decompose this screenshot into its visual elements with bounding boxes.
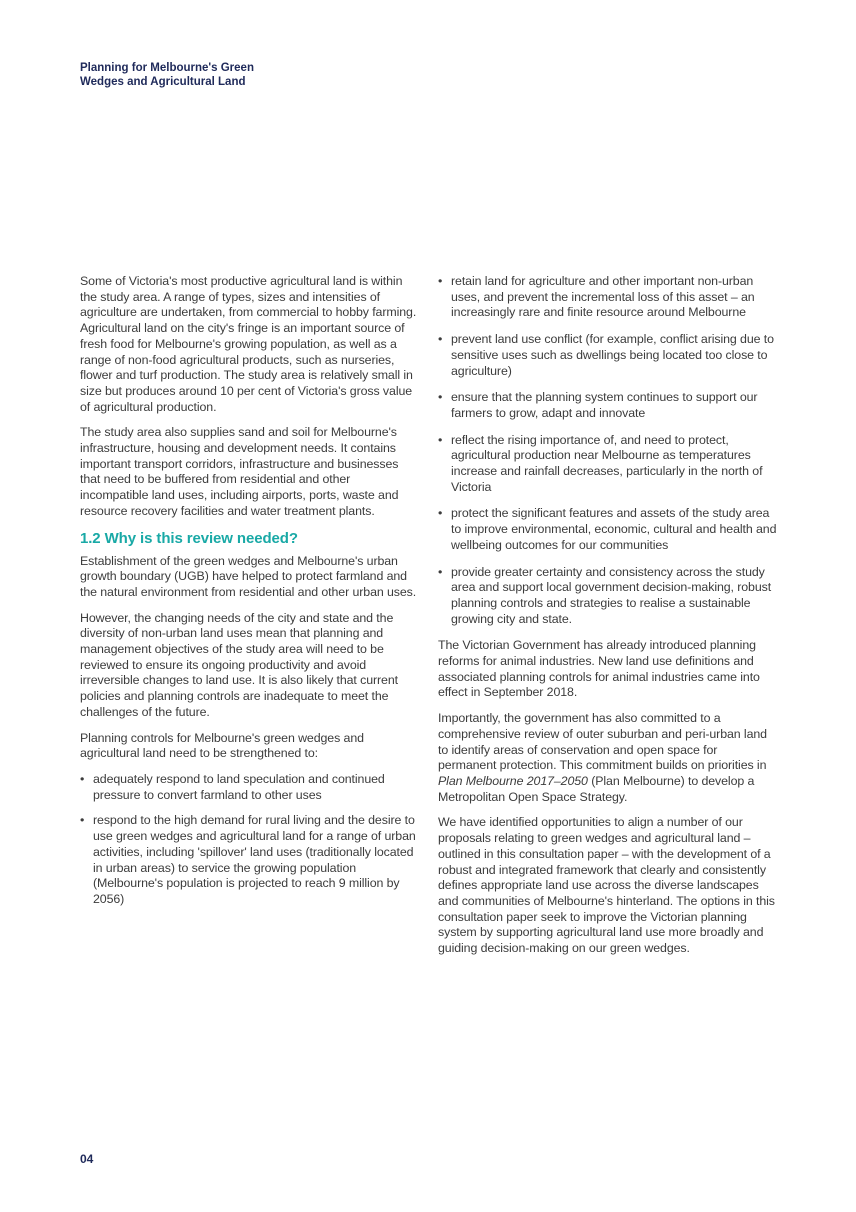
paragraph-agricultural-land: Some of Victoria's most productive agricultural land is within the study area. A range of types, sizes and intensities of agriculture are undertaken, from commercial to hobby farming. Agricultural land on the city's fringe is an important source of fresh food for Melbourne's growing population, as well as a range of non-food agricultural products, such as nurseries, flower and turf production. The study area is relatively small in size but produces around 10 per cent of Victoria's gross value of agricultural production.: [80, 274, 417, 414]
bullet-dot-icon: •: [438, 390, 443, 405]
paragraph-animal-industries: The Victorian Government has already introduced planning reforms for animal industries. New land use definitions and associated planning controls for animal industries came into effect in September 2018.: [438, 638, 760, 700]
document-header: [80, 61, 254, 89]
right-column: [438, 274, 778, 967]
paragraph-establishment: Establishment of the green wedges and Melbourne's urban growth boundary (UGB) have helped to protect farmland and the natural environment from residential and other urban uses.: [80, 553, 417, 599]
section-heading: 1.2 Why is this review needed?: [80, 529, 298, 547]
list-item: • retain land for agriculture and other important non-urban uses, and prevent the incremental loss of this asset – an increasingly rare and finite resource around Melbourne: [438, 274, 755, 320]
paragraph-opportunities: We have identified opportunities to align a number of our proposals relating to green wedges and agricultural land – outlined in this consultation paper – with the development of a robust and integrated framework that clearly and consistently defines appropriate land use across the diverse landscapes and communities of Melbourne's hinterland. The options in this consultation paper seek to improve the Victorian planning system by supporting agricultural land use more broadly and guiding decision-making on our green wedges.: [438, 815, 775, 956]
left-column: [80, 274, 420, 918]
bullet-dot-icon: •: [438, 332, 443, 347]
list-item: • prevent land use conflict (for example, conflict arising due to sensitive uses such as dwellings being located too close to agriculture): [438, 332, 774, 378]
bullet-dot-icon: •: [80, 771, 85, 786]
bullet-dot-icon: •: [438, 274, 443, 288]
page-number: 04: [80, 1152, 94, 1166]
bullet-dot-icon: •: [438, 506, 443, 521]
paragraph-sand-and-soil: The study area also supplies sand and soil for Melbourne's infrastructure, housing and development needs. It contains important transport corridors, infrastructure and businesses that need to be buffered from residential and other incompatible land uses, including airports, ports, waste and resource recovery facilities and water treatment plants.: [80, 425, 399, 518]
paragraph-planning-controls: Planning controls for Melbourne's green wedges and agricultural land need to be strengthened to:: [80, 730, 364, 761]
bullet-dot-icon: •: [438, 432, 443, 447]
list-item: • respond to the high demand for rural living and the desire to use green wedges and agricultural land for a range of urban activities, including 'spillover' land uses (traditionally located in urban areas) to service the growing population (Melbourne's population is projected to reach 9 million by 2056): [80, 813, 416, 906]
list-item: • provide greater certainty and consistency across the study area and support local government decision-making, robust planning controls and strategies to realise a sustainable growing city and state.: [438, 564, 772, 626]
paragraph-review-commitment: Importantly, the government has also committed to a comprehensive review of outer suburban and peri-urban land to identify areas of conservation and open space for permanent protection. This commitment builds on priorities in Plan Melbourne 2017–2050 (Plan Melbourne) to develop a Metropolitan Open Space Strategy.: [438, 711, 767, 804]
bullet-dot-icon: •: [80, 813, 85, 828]
header-title-line-2: Wedges and Agricultural Land: [80, 76, 246, 88]
bullet-list-right: [438, 274, 778, 627]
header-title-line-1: Planning for Melbourne's Green: [80, 62, 254, 74]
plan-melbourne-title: Plan Melbourne 2017–2050: [438, 773, 588, 788]
list-item: • reflect the rising importance of, and need to protect, agricultural production near Melbourne as temperatures increase and rainfall decreases, particularly in the north of Victoria: [438, 432, 763, 494]
paragraph-changing-needs: However, the changing needs of the city and state and the diversity of non-urban land uses mean that planning and management objectives of the study area will need to be reviewed to ensure its ongoing productivity and avoid irreversible changes to land use. It is also likely that current policies and planning controls are inadequate to meet the challenges of the future.: [80, 610, 398, 719]
list-item: • ensure that the planning system continues to support our farmers to grow, adapt and innovate: [438, 390, 758, 420]
bullet-list-left: [80, 772, 420, 908]
list-item: • protect the significant features and assets of the study area to improve environmental, economic, cultural and health and wellbeing outcomes for our communities: [438, 506, 777, 552]
bullet-dot-icon: •: [438, 564, 443, 579]
list-item: • adequately respond to land speculation and continued pressure to convert farmland to other uses: [80, 771, 385, 802]
